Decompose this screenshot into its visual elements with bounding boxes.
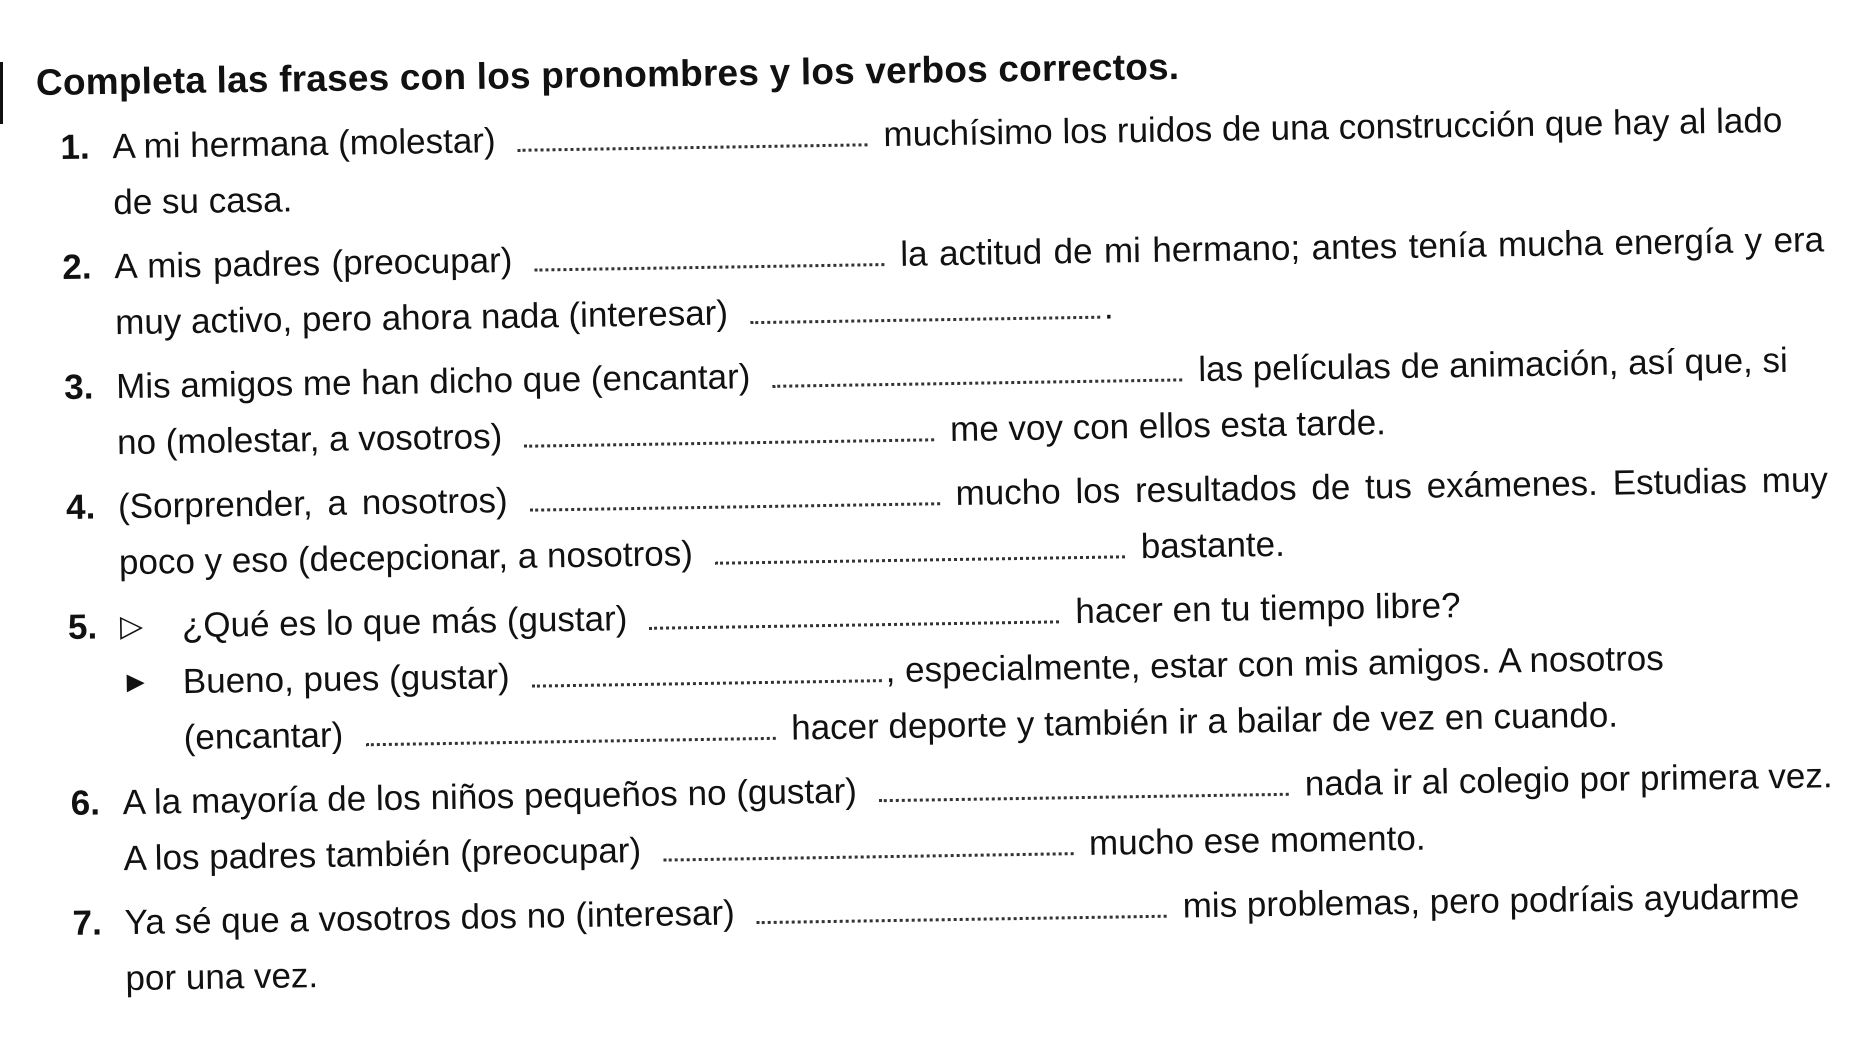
sentence-part: las películas de animación, así que, si no (molestar, a vosotros) [116, 340, 1789, 463]
item-text [122, 748, 1834, 887]
exercise-title: Completa las frases con los pronombres y los verbos correctos. [35, 46, 1180, 103]
answer-blank[interactable] [750, 298, 1100, 324]
item-text [118, 452, 1830, 591]
sentence-part: , especialmente, estar con mis amigos. A nosotros (encantar) [183, 638, 1664, 758]
dialog [120, 572, 1824, 767]
answer-blank[interactable] [757, 897, 1167, 924]
sentence-part: me voy con ellos esta tarde. [949, 403, 1387, 450]
answer-blank[interactable] [879, 775, 1289, 802]
answer-blank[interactable] [715, 537, 1125, 564]
filled-triangle-icon: ► [120, 665, 151, 700]
margin-rule [0, 62, 3, 124]
sentence-part: hacer deporte y también ir a bailar de vez en cuando. [790, 695, 1619, 748]
exercise-item-4 [66, 452, 1838, 592]
exercise-item-6 [70, 748, 1842, 888]
item-text [112, 92, 1824, 231]
sentence-part: nada ir al colegio por primera vez. A los padres también (preocupar) [123, 756, 1833, 879]
answer-blank[interactable] [532, 661, 882, 687]
outline-triangle-icon: ▷ [119, 609, 144, 644]
sentence-part: mucho los resultados de tus exámenes. Estudias muy poco y eso (decepcionar, a nosotros) [118, 460, 1829, 583]
answer-blank[interactable] [365, 719, 775, 746]
answer-blank[interactable] [772, 360, 1182, 387]
answer-blank[interactable] [534, 245, 884, 271]
sentence-part: la actitud de mi hermano; antes tenía mucha energía y era muy activo, pero ahora nada (interesar) [114, 220, 1825, 343]
sentence-part: (Sorprender, a nosotros) [117, 481, 508, 527]
sentence-part: A mis padres (preocupar) [114, 240, 513, 287]
sentence-part: . [1103, 287, 1114, 327]
sentence-part: A la mayoría de los niños pequeños no (gustar) [122, 771, 858, 823]
sentence-part: Bueno, pues (gustar) [182, 657, 510, 702]
sentence-part: bastante. [1140, 524, 1286, 567]
item-text [124, 868, 1836, 1007]
item-number: 4. [65, 487, 96, 527]
exercise-item-7 [72, 868, 1844, 1008]
answer-blank[interactable] [649, 602, 1059, 629]
answer-blank[interactable] [524, 420, 934, 447]
item-text [116, 332, 1828, 471]
item-text [114, 212, 1826, 351]
sentence-part: Mis amigos me han dicho que (encantar) [115, 357, 751, 407]
sentence-part: mis problemas, pero podríais ayudarme por una vez. [125, 876, 1800, 999]
item-number: 2. [62, 247, 92, 287]
item-number: 6. [70, 783, 101, 823]
exercise-item-1 [60, 92, 1832, 232]
sentence-part: ¿Qué es lo que más (gustar) [181, 599, 628, 646]
answer-blank[interactable] [517, 125, 867, 151]
sentence-part: mucho ese momento. [1088, 818, 1426, 863]
exercise-item-2 [62, 212, 1834, 352]
item-number: 7. [72, 903, 103, 943]
item-number: 3. [63, 367, 94, 407]
sentence-part: Ya sé que a vosotros dos no (interesar) [124, 893, 736, 943]
sentence-part: A mi hermana (molestar) [112, 121, 496, 167]
sentence-part: muchísimo los ruidos de una construcción que hay al lado de su casa. [112, 100, 1783, 223]
answer-blank[interactable] [529, 484, 939, 511]
exercise-item-3 [64, 332, 1836, 472]
sentence-part: hacer en tu tiempo libre? [1075, 586, 1461, 632]
exercise-list [60, 92, 1844, 1016]
item-number: 1. [60, 127, 90, 167]
item-number: 5. [67, 607, 98, 647]
answer-blank[interactable] [663, 834, 1073, 861]
exercise-item-5 [68, 572, 1840, 768]
